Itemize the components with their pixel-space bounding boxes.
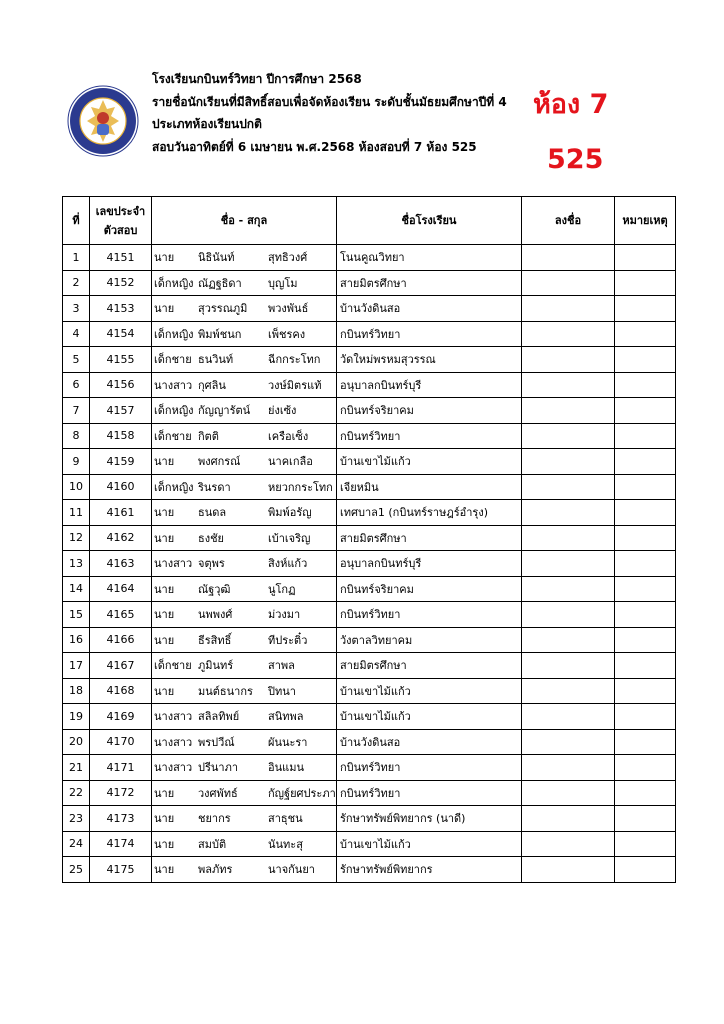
school-name: รักษาทรัพย์พิทยากร (337, 857, 522, 883)
remark-cell (615, 729, 676, 755)
col-header-no: ที่ (63, 197, 90, 245)
last-name: เพ็ชรคง (268, 327, 306, 341)
exam-id: 4171 (90, 755, 152, 781)
student-name (152, 296, 337, 322)
table-row (63, 525, 676, 551)
school-name: สายมิตรศึกษา (337, 270, 522, 296)
name-title: นาย (154, 837, 175, 851)
school-logo (67, 85, 139, 157)
student-name (152, 831, 337, 857)
table-row (63, 627, 676, 653)
remark-cell (615, 423, 676, 449)
student-name (152, 806, 337, 832)
last-name: ปิทนา (268, 684, 296, 698)
first-name: ภูมินทร์ (198, 659, 234, 673)
school-name: วัดใหม่พรหมสุวรรณ (337, 347, 522, 373)
school-year-line: โรงเรียนกบินทร์วิทยา ปีการศึกษา 2568 (152, 72, 362, 86)
first-name: นิธินันท์ (198, 251, 235, 265)
table-row (63, 704, 676, 730)
exam-id: 4164 (90, 576, 152, 602)
student-name (152, 627, 337, 653)
first-name: สมบัติ (198, 837, 227, 851)
signature-cell[interactable] (522, 653, 615, 679)
first-name: พงศกรณ์ (198, 455, 241, 469)
row-number: 5 (63, 347, 90, 373)
school-name: บ้านวังดินสอ (337, 296, 522, 322)
col-header-school: ชื่อโรงเรียน (337, 197, 522, 245)
row-number: 3 (63, 296, 90, 322)
signature-cell[interactable] (522, 755, 615, 781)
student-name (152, 474, 337, 500)
table-row (63, 806, 676, 832)
row-number: 13 (63, 551, 90, 577)
name-title: นางสาว (154, 761, 193, 775)
school-name: สายมิตรศึกษา (337, 653, 522, 679)
last-name: สนิทพล (268, 710, 304, 724)
row-number: 18 (63, 678, 90, 704)
signature-cell[interactable] (522, 780, 615, 806)
remark-cell (615, 704, 676, 730)
first-name: ณัฐวุฒิ (198, 582, 231, 596)
school-name: บ้านเขาไม้แก้ว (337, 831, 522, 857)
remark-cell (615, 525, 676, 551)
first-name: ธีรสิทธิ์ (198, 633, 232, 647)
exam-date-line: สอบวันอาทิตย์ที่ 6 เมษายน พ.ศ.2568 ห้องสอบที่ 7 ห้อง 525 (152, 139, 477, 154)
row-number: 7 (63, 398, 90, 424)
student-name (152, 449, 337, 475)
table-row (63, 296, 676, 322)
student-name (152, 270, 337, 296)
school-name: กบินทร์วิทยา (337, 602, 522, 628)
row-number: 20 (63, 729, 90, 755)
row-number: 22 (63, 780, 90, 806)
last-name: วงษ์มิตรแท้ (268, 378, 322, 392)
student-name (152, 704, 337, 730)
remark-cell (615, 372, 676, 398)
table-row (63, 831, 676, 857)
signature-cell[interactable] (522, 602, 615, 628)
row-number: 21 (63, 755, 90, 781)
exam-id: 4154 (90, 321, 152, 347)
first-name: กุศลิน (198, 378, 226, 392)
student-name (152, 321, 337, 347)
student-name (152, 653, 337, 679)
student-name (152, 245, 337, 271)
name-title: นาย (154, 455, 175, 469)
last-name: เครือเซ็ง (268, 429, 309, 443)
signature-cell[interactable] (522, 831, 615, 857)
school-name: วังตาลวิทยาคม (337, 627, 522, 653)
room-label: ห้อง 7 (533, 89, 609, 120)
signature-cell[interactable] (522, 423, 615, 449)
col-header-exam-id-line1: เลขประจำ (95, 204, 146, 218)
remark-cell (615, 627, 676, 653)
row-number: 6 (63, 372, 90, 398)
student-name (152, 500, 337, 526)
room-number: 525 (547, 144, 604, 175)
row-number: 24 (63, 831, 90, 857)
row-number: 2 (63, 270, 90, 296)
name-title: นาย (154, 633, 175, 647)
student-table (62, 196, 676, 883)
exam-id: 4151 (90, 245, 152, 271)
name-title: นาย (154, 684, 175, 698)
first-name: พิมพ์ชนก (198, 327, 242, 341)
student-name (152, 729, 337, 755)
student-name (152, 857, 337, 883)
last-name: หยวกกระโทก (268, 480, 333, 494)
student-name (152, 525, 337, 551)
first-name: ณัฏฐธิดา (198, 276, 242, 290)
exam-id: 4175 (90, 857, 152, 883)
table-row (63, 500, 676, 526)
table-row (63, 474, 676, 500)
class-type-line: ประเภทห้องเรียนปกติ (152, 117, 262, 131)
remark-cell (615, 602, 676, 628)
remark-cell (615, 653, 676, 679)
name-title: นาย (154, 863, 175, 877)
last-name: นูโกฏ (268, 582, 296, 596)
last-name: สุทธิวงศ์ (268, 251, 308, 265)
school-name: กบินทร์จริยาคม (337, 398, 522, 424)
table-row (63, 245, 676, 271)
student-name (152, 576, 337, 602)
school-name: กบินทร์วิทยา (337, 780, 522, 806)
remark-cell (615, 551, 676, 577)
first-name: นพพงศ์ (198, 608, 233, 622)
student-name (152, 423, 337, 449)
exam-id: 4166 (90, 627, 152, 653)
signature-cell[interactable] (522, 500, 615, 526)
student-name (152, 398, 337, 424)
remark-cell (615, 831, 676, 857)
table-row (63, 372, 676, 398)
name-title: เด็กชาย (154, 659, 192, 673)
remark-cell (615, 296, 676, 322)
signature-cell[interactable] (522, 270, 615, 296)
remark-cell (615, 576, 676, 602)
school-name: รักษาทรัพย์พิทยากร (นาดี) (337, 806, 522, 832)
first-name: สลิลทิพย์ (198, 710, 240, 724)
student-name (152, 602, 337, 628)
table-row (63, 755, 676, 781)
exam-id: 4153 (90, 296, 152, 322)
school-name: บ้านเขาไม้แก้ว (337, 704, 522, 730)
row-number: 8 (63, 423, 90, 449)
name-title: เด็กชาย (154, 353, 192, 367)
signature-cell[interactable] (522, 551, 615, 577)
row-number: 15 (63, 602, 90, 628)
first-name: จตุพร (198, 557, 225, 571)
remark-cell (615, 449, 676, 475)
name-title: เด็กหญิง (154, 276, 194, 290)
name-title: นาย (154, 786, 175, 800)
exam-id: 4163 (90, 551, 152, 577)
remark-cell (615, 780, 676, 806)
row-number: 10 (63, 474, 90, 500)
signature-cell[interactable] (522, 449, 615, 475)
col-header-exam-id-line2: ตัวสอบ (103, 223, 138, 237)
school-name: กบินทร์จริยาคม (337, 576, 522, 602)
table-row (63, 398, 676, 424)
name-title: นางสาว (154, 735, 193, 749)
table-row (63, 729, 676, 755)
school-name: บ้านเขาไม้แก้ว (337, 678, 522, 704)
student-name (152, 372, 337, 398)
student-name (152, 551, 337, 577)
exam-id: 4160 (90, 474, 152, 500)
signature-cell[interactable] (522, 704, 615, 730)
row-number: 16 (63, 627, 90, 653)
row-number: 1 (63, 245, 90, 271)
exam-id: 4165 (90, 602, 152, 628)
last-name: บุญโม (268, 276, 298, 290)
remark-cell (615, 806, 676, 832)
table-body (63, 245, 676, 883)
table-row (63, 423, 676, 449)
signature-cell[interactable] (522, 806, 615, 832)
col-header-exam-id (90, 197, 152, 245)
exam-id: 4169 (90, 704, 152, 730)
first-name: มนต์ธนากร (198, 684, 253, 698)
exam-id: 4170 (90, 729, 152, 755)
school-name: กบินทร์วิทยา (337, 755, 522, 781)
exam-id: 4157 (90, 398, 152, 424)
row-number: 14 (63, 576, 90, 602)
remark-cell (615, 500, 676, 526)
signature-cell[interactable] (522, 857, 615, 883)
remark-cell (615, 398, 676, 424)
exam-id: 4159 (90, 449, 152, 475)
first-name: วงศพัทธ์ (198, 786, 238, 800)
exam-id: 4174 (90, 831, 152, 857)
remark-cell (615, 270, 676, 296)
last-name: ม่วงมา (268, 608, 301, 622)
student-name (152, 755, 337, 781)
signature-cell[interactable] (522, 576, 615, 602)
last-name: กัญฐ์ยศประภา (268, 786, 336, 800)
table-row (63, 347, 676, 373)
name-title: เด็กหญิง (154, 480, 194, 494)
col-header-remark: หมายเหตุ (615, 197, 676, 245)
remark-cell (615, 347, 676, 373)
first-name: ชยากร (198, 812, 231, 826)
signature-cell[interactable] (522, 474, 615, 500)
school-name: อนุบาลกบินทร์บุรี (337, 551, 522, 577)
student-name (152, 347, 337, 373)
remark-cell (615, 245, 676, 271)
signature-cell[interactable] (522, 347, 615, 373)
table-row (63, 653, 676, 679)
signature-cell[interactable] (522, 372, 615, 398)
exam-id: 4156 (90, 372, 152, 398)
table-row (63, 678, 676, 704)
name-title: เด็กชาย (154, 429, 192, 443)
school-name: เทศบาล1 (กบินทร์ราษฎร์อำรุง) (337, 500, 522, 526)
last-name: นาจกันยา (268, 863, 315, 877)
first-name: กิตติ (198, 429, 219, 443)
signature-cell[interactable] (522, 321, 615, 347)
signature-cell[interactable] (522, 627, 615, 653)
signature-cell[interactable] (522, 296, 615, 322)
name-title: นางสาว (154, 557, 193, 571)
name-title: นาย (154, 531, 175, 545)
name-title: นาย (154, 251, 175, 265)
row-number: 17 (63, 653, 90, 679)
col-header-signature: ลงชื่อ (522, 197, 615, 245)
school-name: อนุบาลกบินทร์บุรี (337, 372, 522, 398)
last-name: สาพล (268, 659, 295, 673)
last-name: นันทะสุ (268, 837, 303, 851)
last-name: เบ้าเจริญ (268, 531, 311, 545)
last-name: นาคเกลือ (268, 455, 313, 469)
name-title: เด็กหญิง (154, 327, 194, 341)
exam-id: 4152 (90, 270, 152, 296)
name-title: นาย (154, 506, 175, 520)
exam-id: 4155 (90, 347, 152, 373)
remark-cell (615, 678, 676, 704)
table-row (63, 576, 676, 602)
name-title: นาย (154, 582, 175, 596)
table-row (63, 857, 676, 883)
row-number: 12 (63, 525, 90, 551)
row-number: 19 (63, 704, 90, 730)
first-name: สุวรรณภูมิ (198, 302, 248, 316)
school-name: กบินทร์วิทยา (337, 423, 522, 449)
remark-cell (615, 474, 676, 500)
row-number: 11 (63, 500, 90, 526)
last-name: พิมพ์อรัญ (268, 506, 312, 520)
first-name: พลภัทร (198, 863, 233, 877)
last-name: ย่งเซ้ง (268, 404, 297, 418)
remark-cell (615, 857, 676, 883)
row-number: 25 (63, 857, 90, 883)
first-name: ปรีนาภา (198, 761, 239, 775)
first-name: รินรดา (198, 480, 231, 494)
exam-id: 4167 (90, 653, 152, 679)
exam-id: 4168 (90, 678, 152, 704)
signature-cell[interactable] (522, 678, 615, 704)
row-number: 23 (63, 806, 90, 832)
name-title: เด็กหญิง (154, 404, 194, 418)
row-number: 4 (63, 321, 90, 347)
first-name: กัญญารัตน์ (198, 404, 251, 418)
col-header-name: ชื่อ - สกุล (152, 197, 337, 245)
exam-id: 4158 (90, 423, 152, 449)
name-title: นางสาว (154, 710, 193, 724)
remark-cell (615, 755, 676, 781)
last-name: ทีประติ๋ว (268, 633, 308, 647)
remark-cell (615, 321, 676, 347)
document-header (152, 68, 507, 158)
last-name: ฉีกกระโทก (268, 353, 321, 367)
school-name: โนนคูณวิทยา (337, 245, 522, 271)
first-name: ธงชัย (198, 531, 224, 545)
last-name: สาธุชน (268, 812, 303, 826)
exam-id: 4173 (90, 806, 152, 832)
exam-id: 4172 (90, 780, 152, 806)
school-name: บ้านเขาไม้แก้ว (337, 449, 522, 475)
name-title: นาย (154, 812, 175, 826)
name-title: นาย (154, 608, 175, 622)
student-name (152, 678, 337, 704)
name-title: นางสาว (154, 378, 193, 392)
first-name: พรปวีณ์ (198, 735, 235, 749)
table-row (63, 321, 676, 347)
exam-id: 4162 (90, 525, 152, 551)
last-name: อินแมน (268, 761, 304, 775)
student-name (152, 780, 337, 806)
name-title: นาย (154, 302, 175, 316)
first-name: ธนดล (198, 506, 227, 520)
last-name: พวงพันธ์ (268, 302, 309, 316)
first-name: ธนวินท์ (198, 353, 234, 367)
last-name: สิงห์แก้ว (268, 557, 308, 571)
school-name: บ้านวังดินสอ (337, 729, 522, 755)
row-number: 9 (63, 449, 90, 475)
table-row (63, 780, 676, 806)
table-row (63, 602, 676, 628)
table-row (63, 551, 676, 577)
signature-cell[interactable] (522, 398, 615, 424)
signature-cell[interactable] (522, 525, 615, 551)
school-name: เจียหมิน (337, 474, 522, 500)
signature-cell[interactable] (522, 245, 615, 271)
school-name: กบินทร์วิทยา (337, 321, 522, 347)
signature-cell[interactable] (522, 729, 615, 755)
table-header-row (63, 197, 676, 245)
list-title-line: รายชื่อนักเรียนที่มีสิทธิ์สอบเพื่อจัดห้องเรียน ระดับชั้นมัธยมศึกษาปีที่ 4 (152, 94, 507, 109)
exam-id: 4161 (90, 500, 152, 526)
last-name: ผันนะรา (268, 735, 308, 749)
school-name: สายมิตรศึกษา (337, 525, 522, 551)
table-row (63, 270, 676, 296)
table-row (63, 449, 676, 475)
